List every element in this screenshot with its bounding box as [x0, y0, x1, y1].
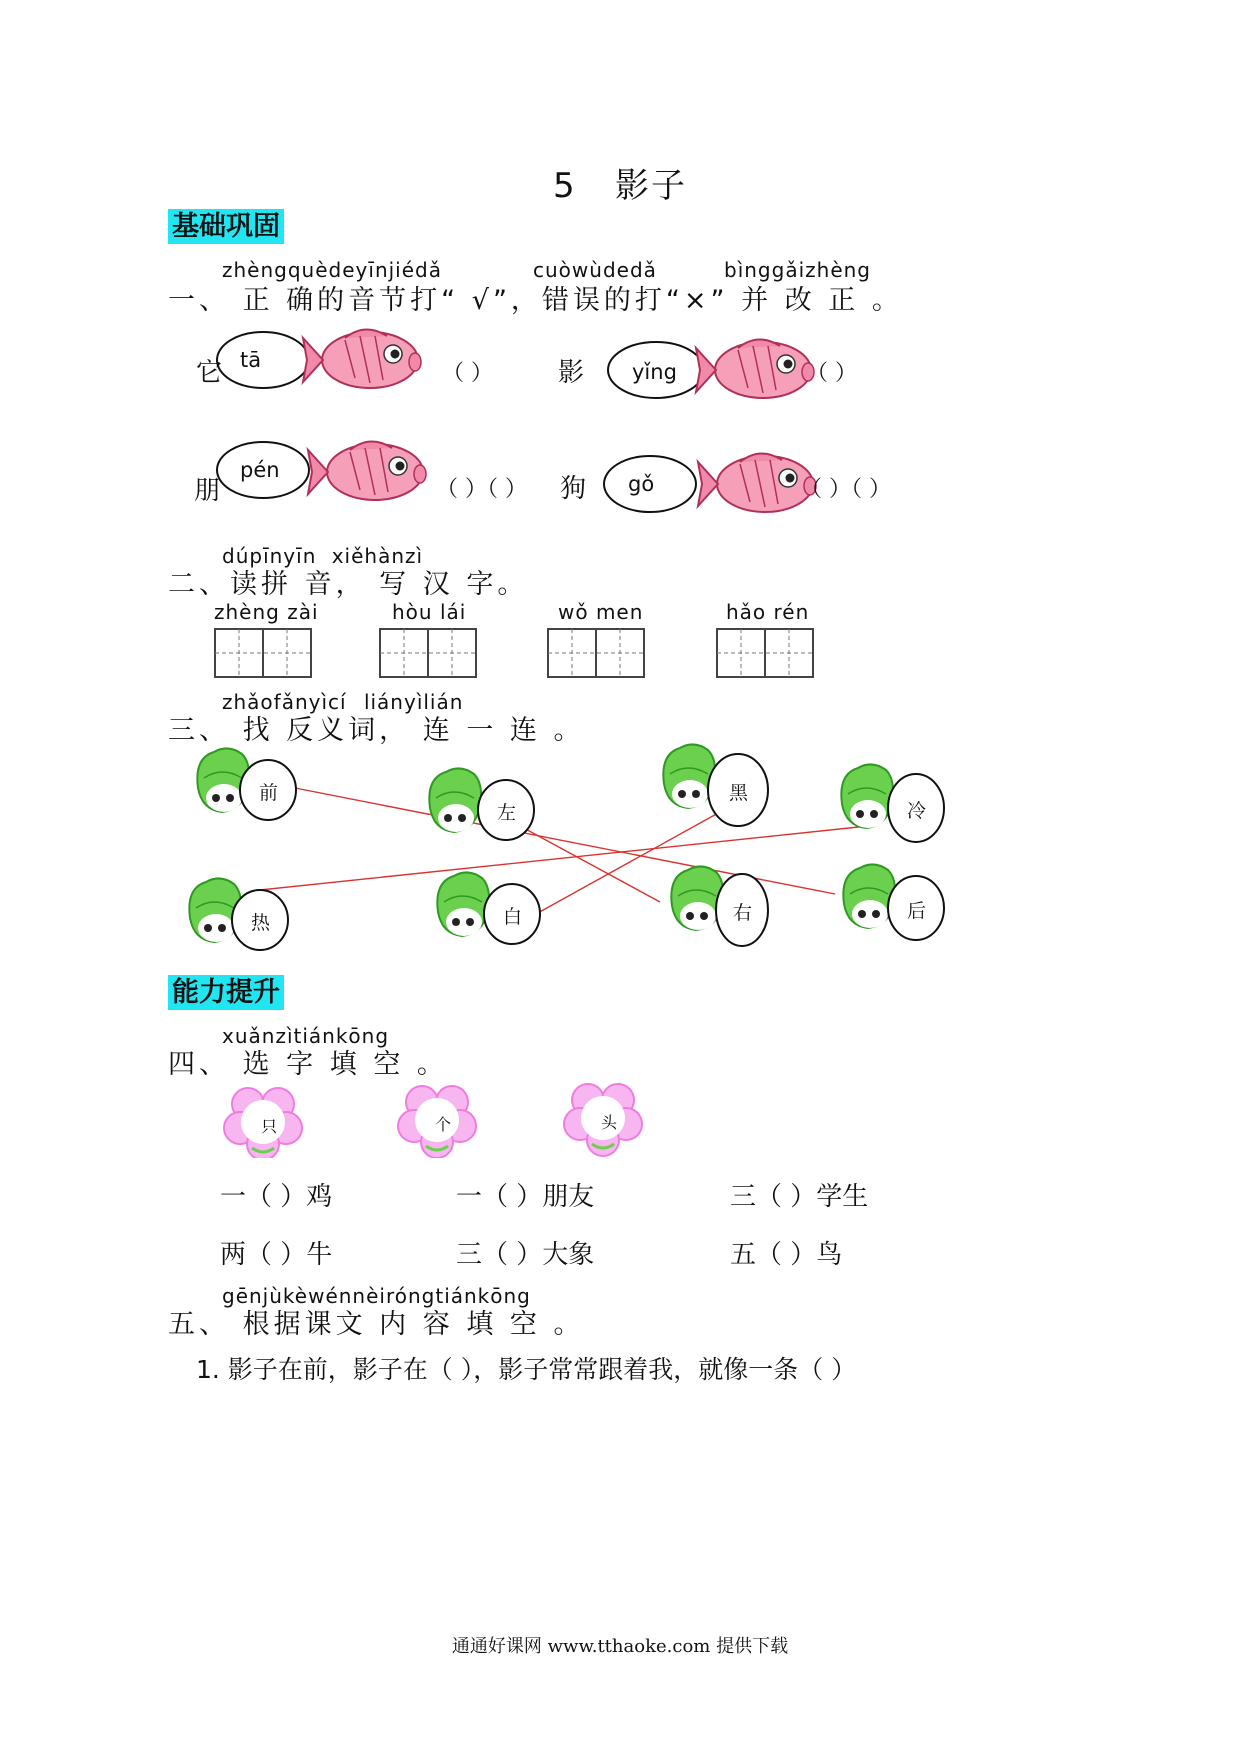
fish-icon	[698, 453, 816, 512]
q3-matching-area	[180, 738, 960, 958]
match-line	[260, 826, 868, 890]
q4-row2-1: 两（ ）牛	[220, 1240, 333, 1270]
q1-char-1: 它	[196, 358, 223, 388]
q1-char-3: 朋	[194, 476, 221, 506]
q3-bottom-3: 右	[733, 902, 753, 924]
q2-pinyin: dúpīnyīn xiěhànzì	[222, 544, 424, 568]
q1-pinyin-b: cuòwùdedǎ	[533, 258, 657, 282]
q5-text: 五、 根据课文 内 容 填 空 。	[168, 1309, 585, 1340]
q2-word-4: hǎo rén	[726, 600, 810, 624]
q1-pinyin-c: bìnggǎizhèng	[724, 258, 871, 282]
q4-pinyin: xuǎnzìtiánkōng	[222, 1024, 390, 1048]
cabbage-icon	[429, 768, 481, 832]
match-line	[520, 826, 660, 902]
q2-word-1: zhèng zài	[214, 600, 319, 624]
q3-top-1: 前	[259, 782, 279, 804]
q5-pinyin: gēnjùkèwénnèiróngtiánkōng	[222, 1284, 531, 1308]
cabbage-icon	[671, 866, 723, 930]
q1-text: 一、 正 确的音节打“ √”，错误的打“×” 并 改 正 。	[168, 285, 903, 316]
fish-icon	[308, 441, 426, 500]
q1-char-2: 影	[558, 358, 585, 388]
q3-pinyin: zhǎofǎnyìcí liányìlián	[222, 690, 464, 714]
cabbage-icon	[663, 744, 715, 808]
cabbage-icon	[437, 872, 489, 936]
q4-row1-3: 三（ ）学生	[730, 1182, 869, 1212]
q4-flower-1: 只	[261, 1117, 278, 1136]
q3-top-4: 冷	[907, 800, 927, 822]
q1-blank-3: （ ）（ ）	[436, 477, 527, 502]
q3-top-2: 左	[497, 802, 517, 824]
q4-text: 四、 选 字 填 空 。	[168, 1049, 448, 1080]
section-basic-label: 基础巩固	[168, 209, 284, 244]
page-title: 5 影子	[552, 166, 688, 206]
q4-row1-1: 一（ ）鸡	[220, 1182, 333, 1212]
q3-text: 三、 找 反义词， 连 一 连 。	[168, 715, 585, 746]
cabbage-icon	[843, 864, 895, 928]
section-advanced-label: 能力提升	[168, 975, 284, 1010]
q4-flower-3: 头	[601, 1113, 618, 1132]
q1-char-4: 狗	[560, 474, 587, 504]
fish-icon	[303, 329, 421, 388]
q1-pinyin-3: pén	[240, 458, 280, 482]
q1-pinyin-2: yǐng	[632, 360, 677, 384]
cabbage-icon	[841, 764, 893, 828]
q4-row1-2: 一（ ）朋友	[456, 1182, 595, 1212]
q2-word-3: wǒ men	[558, 600, 644, 624]
q3-bottom-4: 后	[907, 900, 927, 922]
q1-pinyin-4: gǒ	[628, 472, 655, 496]
q1-blank-2: （ ）	[806, 361, 857, 386]
footer: 通通好课网 www.tthaoke.com 提供下载	[451, 1636, 789, 1657]
pinyin-bubble	[217, 332, 309, 388]
q2-text: 二、读拼 音， 写 汉 字。	[168, 569, 529, 600]
fish-icon	[696, 339, 814, 398]
section-basic	[168, 204, 284, 243]
q4-flower-2: 个	[435, 1115, 452, 1134]
q4-row2-3: 五（ ）鸟	[730, 1240, 843, 1270]
q2-word-2: hòu lái	[392, 600, 467, 624]
q4-row2-2: 三（ ）大象	[456, 1240, 595, 1270]
q1-pinyin: zhèngquèdeyīnjiédǎ	[222, 258, 442, 282]
q1-pinyin-1: tā	[240, 348, 262, 372]
q1-blank-4: （ ）（ ）	[800, 477, 891, 502]
q1-blank-1: （ ）	[442, 361, 493, 386]
q3-bottom-2: 白	[503, 906, 523, 928]
q3-top-3: 黑	[729, 782, 749, 804]
q5-line-1: 1. 影子在前，影子在（ ），影子常常跟着我，就像一条（ ）	[196, 1355, 857, 1384]
section-advanced	[168, 970, 284, 1009]
q2-writing-grids	[214, 628, 814, 680]
q3-bottom-1: 热	[251, 912, 271, 934]
